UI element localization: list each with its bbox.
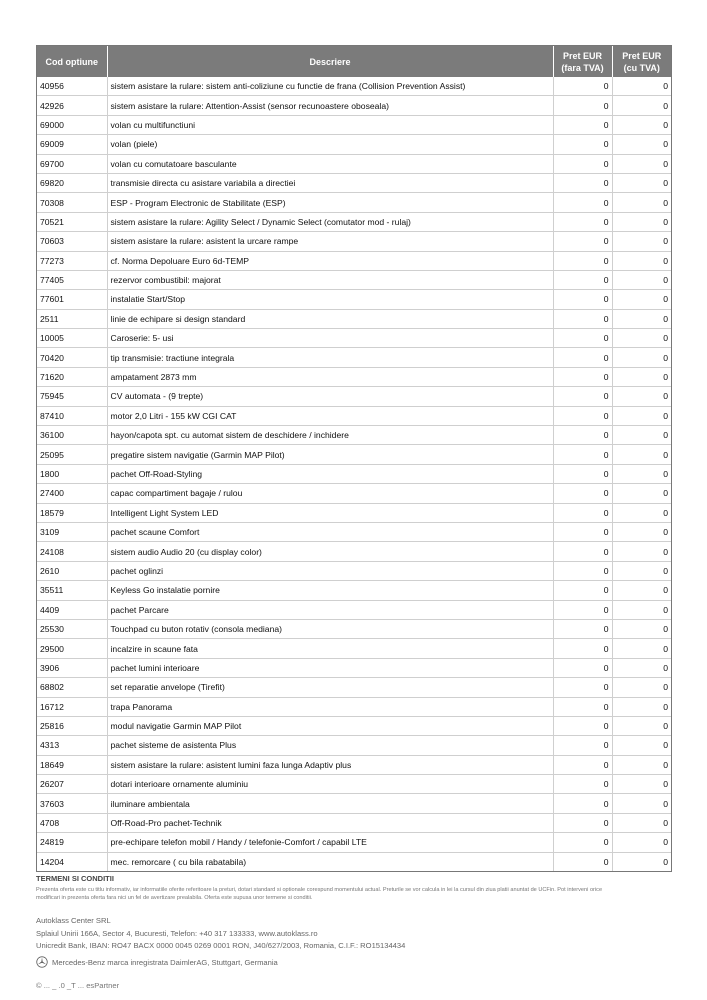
table-header: [37, 46, 671, 77]
option-code-cell: 42926: [37, 96, 107, 115]
description-cell: pachet Parcare: [107, 600, 553, 619]
price-net-cell: 0: [553, 464, 612, 483]
description-cell: CV automata - (9 trepte): [107, 387, 553, 406]
price-gross-cell: 0: [612, 251, 671, 270]
table-row: [37, 329, 671, 348]
price-gross-cell: 0: [612, 736, 671, 755]
price-gross-cell: 0: [612, 154, 671, 173]
price-gross-cell: 0: [612, 678, 671, 697]
option-code-cell: 87410: [37, 406, 107, 425]
description-cell: pachet sisteme de asistenta Plus: [107, 736, 553, 755]
option-code-cell: 40956: [37, 77, 107, 96]
price-gross-cell: 0: [612, 115, 671, 134]
price-gross-cell: 0: [612, 270, 671, 289]
table-row: [37, 522, 671, 541]
table-row: [37, 813, 671, 832]
table-row: [37, 270, 671, 289]
price-gross-cell: 0: [612, 193, 671, 212]
option-code-cell: 71620: [37, 367, 107, 386]
table-row: [37, 755, 671, 774]
price-gross-cell: 0: [612, 135, 671, 154]
price-gross-cell: 0: [612, 716, 671, 735]
description-cell: Intelligent Light System LED: [107, 503, 553, 522]
price-gross-cell: 0: [612, 232, 671, 251]
description-cell: sistem asistare la rulare: Attention-Assist (sensor recunoastere oboseala): [107, 96, 553, 115]
option-code-cell: 77405: [37, 270, 107, 289]
price-net-cell: 0: [553, 678, 612, 697]
description-cell: Keyless Go instalatie pornire: [107, 581, 553, 600]
description-cell: hayon/capota spt. cu automat sistem de deschidere / inchidere: [107, 426, 553, 445]
option-code-cell: 18649: [37, 755, 107, 774]
price-net-cell: 0: [553, 581, 612, 600]
option-code-cell: 4708: [37, 813, 107, 832]
price-gross-cell: 0: [612, 658, 671, 677]
description-cell: trapa Panorama: [107, 697, 553, 716]
option-code-cell: 70521: [37, 212, 107, 231]
table-row: [37, 619, 671, 638]
option-code-cell: 27400: [37, 484, 107, 503]
option-code-cell: 68802: [37, 678, 107, 697]
option-code-cell: 35511: [37, 581, 107, 600]
description-cell: pachet scaune Comfort: [107, 522, 553, 541]
option-code-cell: 75945: [37, 387, 107, 406]
description-cell: transmisie directa cu asistare variabila a directiei: [107, 173, 553, 192]
terms-line-2: modificari in prezenta oferta fara nici un fel de avertizare prealabila. Oferta este supusa unor termene si conditii.: [36, 895, 313, 901]
description-cell: volan cu comutatoare basculante: [107, 154, 553, 173]
price-gross-cell: 0: [612, 329, 671, 348]
price-gross-cell: 0: [612, 484, 671, 503]
options-table-container: [36, 45, 672, 872]
price-gross-cell: 0: [612, 445, 671, 464]
table-row: [37, 367, 671, 386]
option-code-cell: 3906: [37, 658, 107, 677]
table-row: [37, 173, 671, 192]
table-row: [37, 833, 671, 852]
table-row: [37, 348, 671, 367]
price-net-cell: 0: [553, 852, 612, 871]
table-row: [37, 658, 671, 677]
price-gross-cell: 0: [612, 813, 671, 832]
table-row: [37, 135, 671, 154]
price-net-cell: 0: [553, 619, 612, 638]
price-net-cell: 0: [553, 212, 612, 231]
description-cell: iluminare ambientala: [107, 794, 553, 813]
description-cell: Off-Road-Pro pachet-Technik: [107, 813, 553, 832]
table-row: [37, 426, 671, 445]
description-cell: ESP - Program Electronic de Stabilitate (ESP): [107, 193, 553, 212]
price-gross-cell: 0: [612, 600, 671, 619]
description-cell: linie de echipare si design standard: [107, 309, 553, 328]
table-row: [37, 484, 671, 503]
table-row: [37, 406, 671, 425]
option-code-cell: 18579: [37, 503, 107, 522]
price-net-cell: 0: [553, 406, 612, 425]
option-code-cell: 2610: [37, 561, 107, 580]
header-price-gross-line2: (cu TVA): [623, 62, 660, 73]
header-code: Cod optiune: [37, 46, 107, 77]
company-address: Splaiul Unirii 166A, Sector 4, Bucuresti, Telefon: +40 317 133333, www.autoklass.ro: [36, 928, 318, 938]
price-gross-cell: 0: [612, 96, 671, 115]
price-net-cell: 0: [553, 736, 612, 755]
price-net-cell: 0: [553, 154, 612, 173]
table-row: [37, 775, 671, 794]
table-row: [37, 794, 671, 813]
price-net-cell: 0: [553, 445, 612, 464]
description-cell: modul navigatie Garmin MAP Pilot: [107, 716, 553, 735]
option-code-cell: 69820: [37, 173, 107, 192]
description-cell: motor 2,0 Litri - 155 kW CGI CAT: [107, 406, 553, 425]
price-net-cell: 0: [553, 96, 612, 115]
table-row: [37, 736, 671, 755]
price-gross-cell: 0: [612, 639, 671, 658]
description-cell: pregatire sistem navigatie (Garmin MAP Pilot): [107, 445, 553, 464]
option-code-cell: 4313: [37, 736, 107, 755]
option-code-cell: 70420: [37, 348, 107, 367]
price-net-cell: 0: [553, 542, 612, 561]
header-price-gross: [612, 46, 671, 77]
table-row: [37, 581, 671, 600]
table-row: [37, 115, 671, 134]
option-code-cell: 69700: [37, 154, 107, 173]
option-code-cell: 29500: [37, 639, 107, 658]
description-cell: incalzire in scaune fata: [107, 639, 553, 658]
table-row: [37, 503, 671, 522]
option-code-cell: 10005: [37, 329, 107, 348]
company-name: Autoklass Center SRL: [36, 916, 111, 925]
table-row: [37, 212, 671, 231]
price-gross-cell: 0: [612, 503, 671, 522]
table-row: [37, 445, 671, 464]
description-cell: pachet Off-Road-Styling: [107, 464, 553, 483]
price-net-cell: 0: [553, 503, 612, 522]
price-net-cell: 0: [553, 484, 612, 503]
table-row: [37, 96, 671, 115]
terms-section: [36, 874, 676, 902]
table-row: [37, 251, 671, 270]
price-net-cell: 0: [553, 658, 612, 677]
price-net-cell: 0: [553, 387, 612, 406]
option-code-cell: 16712: [37, 697, 107, 716]
price-net-cell: 0: [553, 329, 612, 348]
table-row: [37, 309, 671, 328]
option-code-cell: 70308: [37, 193, 107, 212]
price-gross-cell: 0: [612, 755, 671, 774]
price-net-cell: 0: [553, 639, 612, 658]
price-gross-cell: 0: [612, 561, 671, 580]
header-description: Descriere: [107, 46, 553, 77]
table-row: [37, 290, 671, 309]
table-row: [37, 232, 671, 251]
price-net-cell: 0: [553, 833, 612, 852]
header-price-gross-line1: Pret EUR: [622, 50, 662, 61]
header-price-net-line1: Pret EUR: [562, 50, 602, 61]
option-code-cell: 25530: [37, 619, 107, 638]
option-code-cell: 69009: [37, 135, 107, 154]
price-net-cell: 0: [553, 232, 612, 251]
price-gross-cell: 0: [612, 212, 671, 231]
description-cell: capac compartiment bagaje / rulou: [107, 484, 553, 503]
price-net-cell: 0: [553, 251, 612, 270]
price-net-cell: 0: [553, 813, 612, 832]
mercedes-star-icon: [36, 956, 48, 968]
description-cell: pre-echipare telefon mobil / Handy / telefonie-Comfort / capabil LTE: [107, 833, 553, 852]
price-gross-cell: 0: [612, 542, 671, 561]
description-cell: tip transmisie: tractiune integrala: [107, 348, 553, 367]
price-gross-cell: 0: [612, 697, 671, 716]
table-body: [37, 77, 671, 871]
price-gross-cell: 0: [612, 387, 671, 406]
description-cell: cf. Norma Depoluare Euro 6d-TEMP: [107, 251, 553, 270]
price-gross-cell: 0: [612, 367, 671, 386]
price-net-cell: 0: [553, 775, 612, 794]
description-cell: sistem asistare la rulare: Agility Select / Dynamic Select (comutator mod - rulaj): [107, 212, 553, 231]
price-gross-cell: 0: [612, 852, 671, 871]
terms-text: [36, 886, 676, 902]
brand-line: [36, 956, 278, 968]
price-gross-cell: 0: [612, 173, 671, 192]
table-row: [37, 561, 671, 580]
price-net-cell: 0: [553, 348, 612, 367]
terms-line-1: Prezenta oferta este cu titlu informativ, iar informatiile oferite referitoare la preturi, dotari standard si optionale corespund momentului actual. Preturile se vor calcula in lei la cursul din ziua platii anuntat de UCFin. Pot interveni orice: [36, 887, 603, 893]
price-gross-cell: 0: [612, 464, 671, 483]
description-cell: Caroserie: 5- usi: [107, 329, 553, 348]
option-code-cell: 25816: [37, 716, 107, 735]
option-code-cell: 4409: [37, 600, 107, 619]
price-net-cell: 0: [553, 367, 612, 386]
price-gross-cell: 0: [612, 309, 671, 328]
description-cell: set reparatie anvelope (Tirefit): [107, 678, 553, 697]
price-net-cell: 0: [553, 115, 612, 134]
description-cell: rezervor combustibil: majorat: [107, 270, 553, 289]
price-net-cell: 0: [553, 290, 612, 309]
table-row: [37, 193, 671, 212]
price-gross-cell: 0: [612, 794, 671, 813]
price-net-cell: 0: [553, 755, 612, 774]
table-row: [37, 600, 671, 619]
option-code-cell: 36100: [37, 426, 107, 445]
terms-title: TERMENI SI CONDITII: [36, 874, 114, 883]
price-gross-cell: 0: [612, 406, 671, 425]
price-gross-cell: 0: [612, 775, 671, 794]
option-code-cell: 70603: [37, 232, 107, 251]
option-code-cell: 25095: [37, 445, 107, 464]
options-table: [37, 46, 671, 871]
description-cell: pachet lumini interioare: [107, 658, 553, 677]
table-row: [37, 387, 671, 406]
option-code-cell: 3109: [37, 522, 107, 541]
price-net-cell: 0: [553, 794, 612, 813]
description-cell: volan (piele): [107, 135, 553, 154]
price-net-cell: 0: [553, 309, 612, 328]
footer-partial-text: © ... _ .0 _T ... esPartner: [36, 981, 120, 990]
description-cell: instalatie Start/Stop: [107, 290, 553, 309]
table-row: [37, 464, 671, 483]
table-row: [37, 77, 671, 96]
company-info: [36, 915, 405, 953]
option-code-cell: 2511: [37, 309, 107, 328]
table-row: [37, 852, 671, 871]
price-gross-cell: 0: [612, 522, 671, 541]
price-gross-cell: 0: [612, 581, 671, 600]
price-net-cell: 0: [553, 426, 612, 445]
price-net-cell: 0: [553, 77, 612, 96]
option-code-cell: 24108: [37, 542, 107, 561]
price-net-cell: 0: [553, 522, 612, 541]
option-code-cell: 1800: [37, 464, 107, 483]
price-net-cell: 0: [553, 697, 612, 716]
brand-text: Mercedes-Benz marca inregistrata DaimlerAG, Stuttgart, Germania: [52, 957, 278, 967]
header-price-net-line2: (fara TVA): [561, 62, 604, 73]
description-cell: sistem audio Audio 20 (cu display color): [107, 542, 553, 561]
price-net-cell: 0: [553, 561, 612, 580]
description-cell: Touchpad cu buton rotativ (consola mediana): [107, 619, 553, 638]
option-code-cell: 77273: [37, 251, 107, 270]
price-net-cell: 0: [553, 173, 612, 192]
price-gross-cell: 0: [612, 290, 671, 309]
description-cell: sistem asistare la rulare: asistent la urcare rampe: [107, 232, 553, 251]
price-net-cell: 0: [553, 135, 612, 154]
price-net-cell: 0: [553, 600, 612, 619]
description-cell: dotari interioare ornamente aluminiu: [107, 775, 553, 794]
price-gross-cell: 0: [612, 619, 671, 638]
description-cell: mec. remorcare ( cu bila rabatabila): [107, 852, 553, 871]
option-code-cell: 26207: [37, 775, 107, 794]
option-code-cell: 69000: [37, 115, 107, 134]
description-cell: volan cu multifunctiuni: [107, 115, 553, 134]
price-gross-cell: 0: [612, 77, 671, 96]
description-cell: pachet oglinzi: [107, 561, 553, 580]
table-row: [37, 542, 671, 561]
description-cell: ampatament 2873 mm: [107, 367, 553, 386]
description-cell: sistem asistare la rulare: asistent lumini faza lunga Adaptiv plus: [107, 755, 553, 774]
company-bank: Unicredit Bank, IBAN: RO47 BACX 0000 0045 0269 0001 RON, J40/627/2003, Romania, C.I.F.: RO15134434: [36, 941, 406, 950]
price-net-cell: 0: [553, 716, 612, 735]
price-gross-cell: 0: [612, 833, 671, 852]
table-row: [37, 639, 671, 658]
option-code-cell: 14204: [40, 856, 64, 867]
price-net-cell: 0: [553, 193, 612, 212]
description-cell: sistem asistare la rulare: sistem anti-coliziune cu functie de frana (Collision Prevention Assist): [107, 77, 553, 96]
header-price-net: [553, 46, 612, 77]
table-row: [37, 697, 671, 716]
price-net-cell: 0: [553, 270, 612, 289]
price-gross-cell: 0: [612, 348, 671, 367]
table-row: [37, 678, 671, 697]
option-code-cell: 77601: [37, 290, 107, 309]
price-gross-cell: 0: [612, 426, 671, 445]
option-code-cell: 37603: [37, 794, 107, 813]
table-row: [37, 154, 671, 173]
table-row: [37, 716, 671, 735]
option-code-cell: 24819: [37, 833, 107, 852]
